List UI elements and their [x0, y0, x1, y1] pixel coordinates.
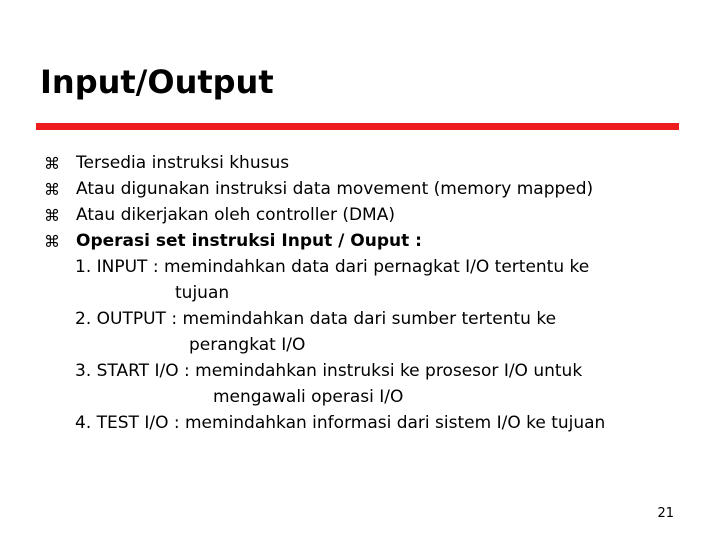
bullet-item: [44, 228, 593, 254]
bullet-text: Operasi set instruksi Input / Ouput :: [76, 231, 422, 251]
list-item-text: 2. OUTPUT : memindahkan data dari sumber tertentu ke: [75, 309, 557, 329]
bullet-text: Atau dikerjakan oleh controller (DMA): [76, 205, 395, 225]
bullet-item: [44, 150, 593, 176]
page-number: 21: [657, 506, 674, 521]
list-item-text: 4. TEST I/O : memindahkan informasi dari sistem I/O ke tujuan: [75, 413, 606, 433]
title-underline: [36, 123, 679, 130]
list-item-text: 3. START I/O : memindahkan instruksi ke prosesor I/O untuk: [75, 361, 583, 381]
list-item: [75, 254, 605, 306]
bullet-item: [44, 202, 593, 228]
command-key-icon: ⌘: [44, 179, 60, 199]
bullet-item: [44, 176, 593, 202]
numbered-list: [75, 254, 605, 436]
bullet-list: [44, 150, 593, 254]
bullet-text: Atau digunakan instruksi data movement (memory mapped): [76, 179, 594, 199]
list-item-continuation: mengawali operasi I/O: [213, 387, 404, 407]
slide-title: Input/Output: [40, 63, 274, 101]
list-item: [75, 306, 605, 358]
list-item-text: 1. INPUT : memindahkan data dari pernagkat I/O tertentu ke: [75, 257, 590, 277]
list-item-continuation: perangkat I/O: [189, 335, 306, 355]
command-key-icon: ⌘: [44, 205, 60, 225]
list-item: [75, 410, 605, 436]
list-item-continuation: tujuan: [175, 283, 230, 303]
command-key-icon: ⌘: [44, 231, 60, 251]
list-item: [75, 358, 605, 410]
bullet-text: Tersedia instruksi khusus: [76, 153, 290, 173]
command-key-icon: ⌘: [44, 153, 60, 173]
